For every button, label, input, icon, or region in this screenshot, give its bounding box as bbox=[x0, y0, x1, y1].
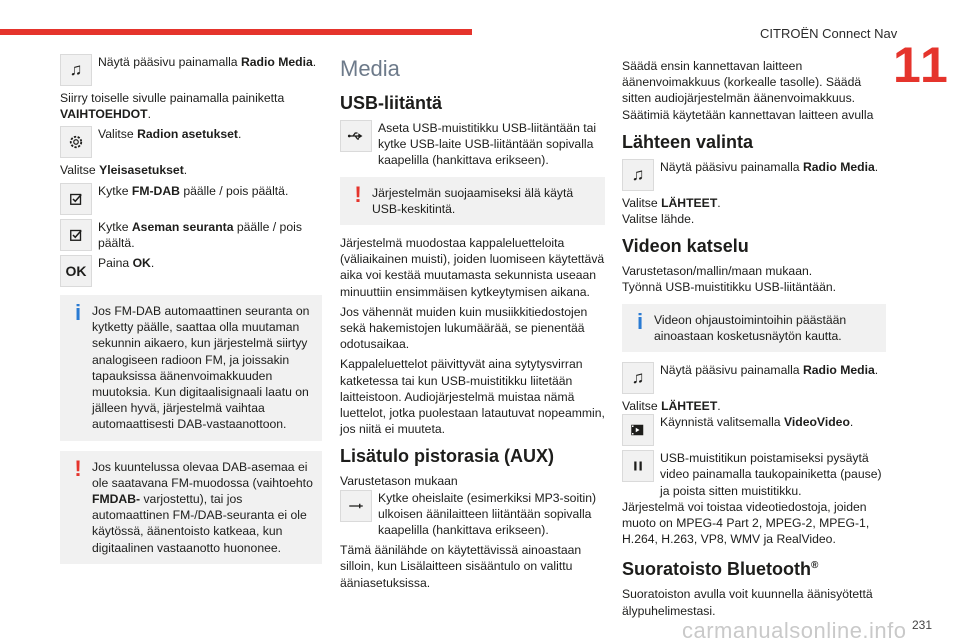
header-accent-bar bbox=[0, 29, 472, 35]
note-text: Järjestelmän suojaamiseksi älä käytä USB-keskitintä. bbox=[372, 185, 574, 216]
warning-note bbox=[60, 451, 322, 564]
info-note bbox=[60, 295, 322, 441]
column-1 bbox=[60, 54, 322, 574]
heading-usb: USB-liitäntä bbox=[340, 93, 443, 113]
chapter-number: 11 bbox=[893, 37, 950, 93]
paragraph: Valitse lähde. bbox=[622, 212, 695, 227]
paragraph: Tämä äänilähde on käytettävissä ainoastaan silloin, kun Lisälaitteen sisääntulo on valittu ääniasetuksissa. bbox=[340, 543, 582, 590]
heading-aux: Lisätulo pistorasia (AUX) bbox=[340, 446, 555, 467]
instruction-row bbox=[340, 490, 605, 539]
music-icon[interactable]: ♫ bbox=[60, 54, 92, 86]
heading-bluetooth: Suoratoisto Bluetooth® bbox=[622, 559, 819, 580]
instruction-row bbox=[622, 159, 886, 191]
ok-icon[interactable]: OK bbox=[60, 255, 92, 287]
paragraph: Järjestelmä muodostaa kappaleluetteloita (väliaikainen muisti), joiden luomiseen käytettävä aika voi kestää muutamasta sekunnista useaan minuuttiin ensimmäisen kytkeytymisen aikana. bbox=[340, 236, 605, 299]
paragraph: Siirry toiselle sivulle painamalla painiketta VAIHTOEHDOT. bbox=[60, 91, 285, 122]
page-number: 231 bbox=[912, 618, 933, 632]
paragraph: Valitse LÄHTEET. bbox=[622, 399, 721, 414]
instruction-row bbox=[60, 126, 322, 158]
note-text: Jos FM-DAB automaattinen seuranta on kytketty päälle, saattaa olla muutaman sekunnin aikaero, kun järjestelmä siirtyy analogiseen radioon FM, ja joissakin tapauksissa äänenvoimakkuuden muutoksia. Kun digitaalisignaali laatu on jälleen hyvä, järjestelmä vaihtaa automaattisesti DAB-vastaanottoon. bbox=[92, 304, 310, 432]
instruction-text: Näytä pääsivu painamalla Radio Media. bbox=[98, 55, 317, 69]
header-title: CITROËN Connect Nav bbox=[760, 26, 898, 41]
paragraph: Varustetason mukaan bbox=[340, 474, 458, 489]
heading-video: Videon katselu bbox=[622, 236, 749, 257]
heading-source: Lähteen valinta bbox=[622, 131, 754, 152]
paragraph: Säädä ensin kannettavan laitteen äänenvoimakkuus (korkealle tasolle). Säädä sitten audiojärjestelmän äänenvoimakkuus. Säätimiä käytetään kannettavan laitteen avulla bbox=[622, 59, 874, 122]
info-icon: i bbox=[74, 300, 82, 326]
watermark: carmanualsonline.info bbox=[682, 618, 907, 643]
instruction-row bbox=[622, 362, 886, 394]
pause-icon[interactable] bbox=[622, 450, 654, 482]
info-icon: i bbox=[636, 308, 644, 334]
instruction-text: Näytä pääsivu painamalla Radio Media. bbox=[660, 363, 879, 378]
instruction-text: Kytke FM-DAB päälle / pois päältä. bbox=[98, 183, 289, 198]
paragraph: Järjestelmä voi toistaa videotiedostoja, joiden muoto on MPEG-4 Part 2, MPEG-2, MPEG-1, H.264, H.263, VP8, WMV ja RealVideo. bbox=[622, 499, 870, 547]
paragraph: Valitse LÄHTEET. bbox=[622, 195, 721, 210]
instruction-text: Käynnistä valitsemalla VideoVideo. bbox=[660, 415, 854, 430]
note-text: Videon ohjaustoimintoihin päästään ainoastaan kosketusnäytön kautta. bbox=[654, 312, 847, 343]
instruction-row bbox=[60, 183, 322, 215]
info-note bbox=[622, 304, 886, 352]
paragraph: Valitse Yleisasetukset. bbox=[60, 163, 188, 178]
paragraph: Jos vähennät muiden kuin musiikkitiedostojen sekä hakemistojen lukumäärää, se pienentää odotusaikaa. bbox=[340, 304, 588, 352]
paragraph: Työnnä USB-muistitikku USB-liitäntään. bbox=[622, 280, 837, 295]
paragraph: Kappaleluettelot päivittyvät aina sytytysvirran katketessa tai kun USB-muistitikku liitetään laitteistoon. Audiojärjestelmä muistaa nämä luettelot, jotka puolestaan latautuvat nopeammin, jos niitä ei muuteta. bbox=[340, 357, 605, 437]
instruction-text: USB-muistitikun poistamiseksi pysäytä video painamalla taukopainiketta (pause) ja poista sitten muistitikku. bbox=[660, 451, 882, 498]
instruction-text: Kytke oheislaite (esimerkiksi MP3-soitin) ulkoisen äänilaitteen liitäntään sopivalla kaapelilla (hankittava erikseen). bbox=[378, 490, 597, 538]
checkbox-icon[interactable] bbox=[60, 219, 92, 251]
instruction-text: Aseta USB-muistitikku USB-liitäntään tai kytke USB-laite USB-liitäntään sopivalla kaapelilla (hankittava erikseen). bbox=[378, 121, 597, 168]
instruction-row bbox=[622, 414, 886, 446]
instruction-row bbox=[60, 54, 322, 86]
aux-icon[interactable] bbox=[340, 490, 372, 522]
section-title-media: Media bbox=[340, 56, 400, 81]
paragraph: Suoratoiston avulla voit kuunnella äänisyötettä älypuhelimestasi. bbox=[622, 587, 873, 618]
instruction-row bbox=[340, 120, 605, 169]
instruction-row bbox=[60, 255, 322, 287]
instruction-text: Paina OK. bbox=[98, 256, 155, 271]
music-icon[interactable]: ♫ bbox=[622, 159, 654, 191]
instruction-text: Valitse Radion asetukset. bbox=[98, 127, 242, 142]
warning-note bbox=[340, 177, 605, 225]
note-text: Jos kuuntelussa olevaa DAB-asemaa ei ole saatavana FM-muodossa (vaihtoehto FMDAB- varjostettu), tai jos automaattinen FM-/DAB-seuranta ei ole käytössä, äänentoisto katkeaa, kun digitaalinen vastaanotto huononee. bbox=[92, 459, 313, 555]
instruction-row bbox=[60, 219, 322, 251]
checkbox-icon[interactable] bbox=[60, 183, 92, 215]
warning-icon: ! bbox=[354, 181, 362, 207]
instruction-text: Näytä pääsivu painamalla Radio Media. bbox=[660, 159, 879, 174]
instruction-text: Kytke Aseman seuranta päälle / pois päältä. bbox=[98, 219, 302, 250]
paragraph: Varustetason/mallin/maan mukaan. bbox=[622, 264, 813, 279]
usb-icon[interactable] bbox=[340, 120, 372, 152]
column-3 bbox=[622, 54, 886, 623]
warning-icon: ! bbox=[74, 455, 82, 481]
video-icon[interactable] bbox=[622, 414, 654, 446]
instruction-row bbox=[622, 450, 886, 499]
music-icon[interactable]: ♫ bbox=[622, 362, 654, 394]
gear-icon[interactable] bbox=[60, 126, 92, 158]
column-2 bbox=[340, 54, 605, 595]
